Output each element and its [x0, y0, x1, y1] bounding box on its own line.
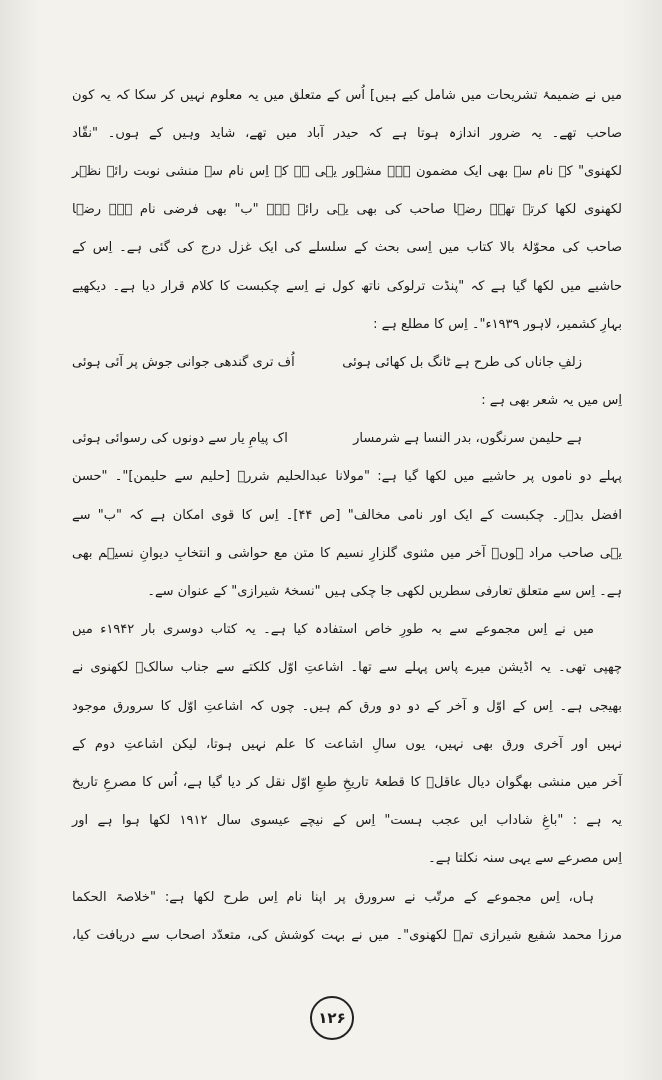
text-line: بھیجی ہے۔ اِس کے اوّل و آخر کے دو دو ورق کم ہیں۔ چوں کہ اشاعتِ اوّل کا سرورق موجود — [72, 698, 622, 714]
verse-second-hemistich: اُف تری گندھی جوانی جوش پر آئی ہوئی — [72, 354, 295, 370]
text-line: حاشیے میں لکھا گیا ہے کہ "پنڈت ترلوکی ناتھ کول نے اِسے چکبست کا کلام قرار دیا ہے۔ دیکھیے — [72, 278, 622, 294]
verse-couplet — [72, 343, 622, 381]
text-line: صاحب کی محوّلۂ بالا کتاب میں اِسی بحث کے سلسلے کی ایک غزل درج کی گئی ہے۔ اِس کے — [72, 240, 622, 256]
text-line: بہارِ کشمیر، لاہور ۱۹۳۹ء"۔ اِس کا مطلع ہے : — [373, 316, 622, 332]
text-line: نہیں اور آخری ورق بھی نہیں، یوں سالِ اشاعت کا علم نہیں ہوتا، لیکن اشاعتِ دوم کے — [72, 736, 622, 752]
paragraph-start-line: میں نے اِس مجموعے سے بہ طورِ خاص استفادہ کیا ہے۔ یہ کتاب دوسری بار ۱۹۴۲ء میں — [72, 622, 594, 638]
text-line: اِس مصرعے سے یہی سنہ نکلتا ہے۔ — [428, 851, 622, 867]
paragraph-start-line: ہاں، اِس مجموعے کے مرتّب نے سرورق پر اپنا نام اِس طرح لکھا ہے: "خلاصۃ الحکما — [72, 889, 594, 905]
verse-first-hemistich: ہے حلیمن سرنگوں، بدر النسا ہے شرمسار — [353, 431, 582, 447]
text-line: پہلے دو ناموں پر حاشیے میں لکھا گیا ہے: "مولانا عبدالحلیم شررؔ [حلیم سے حلیمن]"۔ "حسن — [72, 469, 622, 485]
text-line: لکھنوی لکھا کرتے تھے۔ رضؔا صاحب کی بھی یہی رائے ہے۔ "ب" بھی فرضی نام ہے۔ رضؔا — [72, 202, 622, 218]
text-line: ہے۔ اِس سے متعلق تعارفی سطریں لکھی جا چکی ہیں "نسخۂ شیرازی" کے عنوان سے۔ — [147, 584, 622, 600]
text-line: یہ ہے : "باغِ شاداب ایں عجب ہست" اِس کے نیچے عیسوی سال ۱۹۱۲ لکھا ہوا ہے اور — [72, 813, 622, 829]
text-line: صاحب تھے۔ یہ ضرور اندازہ ہوتا ہے کہ حیدر آباد میں تھے، شاید وہیں کے ہوں۔ "نقّاد — [72, 125, 622, 141]
text-line: لکھنوی" کے نام سے بھی ایک مضمون ہے۔ مشہور یہی ہے کہ اِس نام سے منشی نوبت رائے نظؔر — [72, 163, 622, 179]
text-line: یہی صاحب مراد ہوں۔ آخر میں مثنوی گلزارِ نسیم کا متن مع حواشی و انتخابِ دیوانِ نسیؔم بھی — [72, 545, 622, 561]
text-line: افضل بدؔر۔ چکبست کے ایک اور نامی مخالف" [ص ۴۴]۔ اِس کا قوی امکان ہے کہ "ب" سے — [72, 507, 622, 523]
text-line: چھپی تھی۔ یہ اڈیشن میرے پاس پہلے سے تھا۔ اشاعتِ اوّل کلکتے سے جناب سالکؔ لکھنوی نے — [72, 660, 622, 676]
text-line: اِس میں یہ شعر بھی ہے : — [481, 393, 622, 409]
verse-couplet — [72, 420, 622, 458]
text-line: مرزا محمد شفیع شیرازی تمؔ لکھنوی"۔ میں نے بہت کوشش کی، متعدّد اصحاب سے دریافت کیا، — [72, 927, 622, 943]
page-body-text — [72, 76, 622, 954]
page-number: ۱۲۶ — [310, 996, 354, 1040]
verse-second-hemistich: اک پیامِ یار سے دونوں کی رسوائی ہوئی — [72, 431, 288, 447]
verse-first-hemistich: زلفِ جاناں کی طرح ہے ٹانگ بل کھائی ہوئی — [342, 354, 582, 370]
text-line: میں نے ضمیمۂ تشریحات میں شامل کیے ہیں] اُس کے متعلق میں یہ معلوم نہیں کر سکا کہ یہ کون — [72, 87, 622, 103]
text-line: آخر میں منشی بھگوان دیال عاقلؔ کا قطعۂ تاریخِ طبعِ اوّل نقل کر دیا گیا ہے، اُس کا مصرعِ تاریخ — [72, 774, 622, 790]
